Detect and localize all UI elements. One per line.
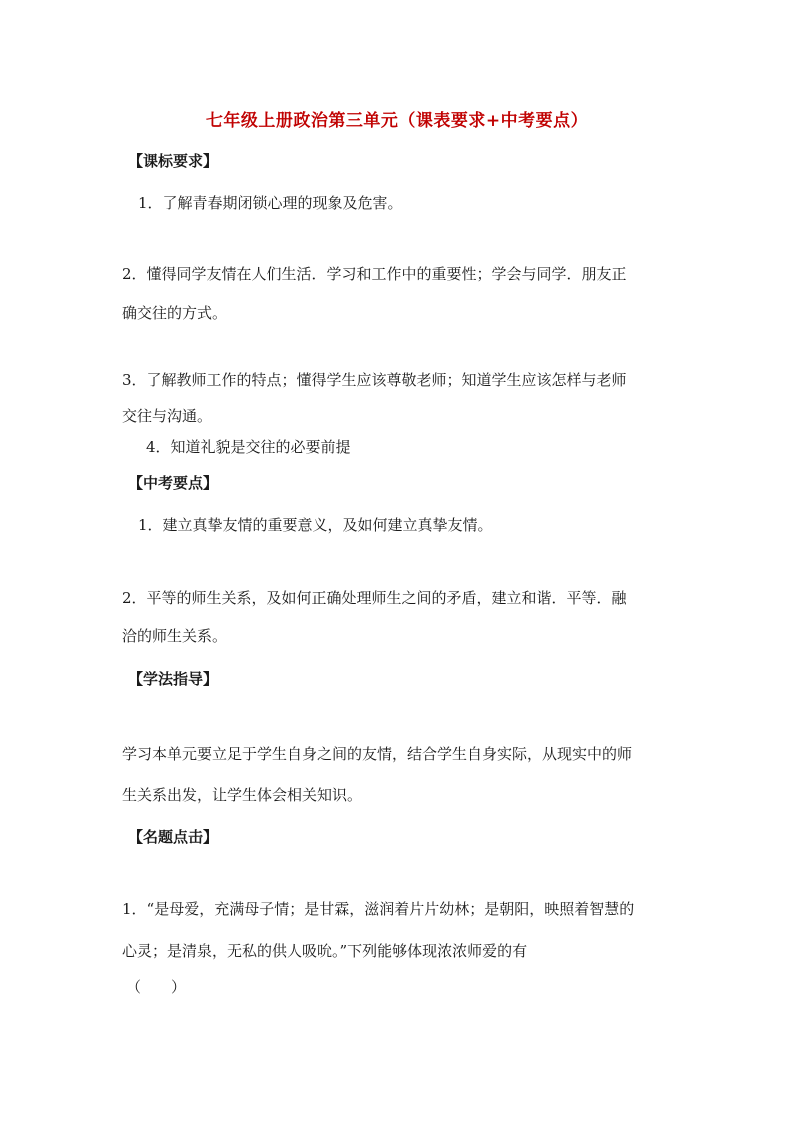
xuefa-line-2: 生关系出发，让学生体会相关知识。 (122, 786, 363, 804)
section-heading-xuefa: 【学法指导】 (128, 670, 219, 688)
section-heading-mingti: 【名题点击】 (128, 828, 219, 846)
answer-blank: （ ） (126, 978, 187, 996)
mingti-question-1-line-1: 1．“是母爱，充满母子情；是甘霖，滋润着片片幼林；是朝阳，映照着智慧的 (122, 900, 635, 918)
zhongkao-item-2-line-1: 2．平等的师生关系，及如何正确处理师生之间的矛盾，建立和谐．平等．融 (122, 589, 627, 607)
section-heading-zhongkao: 【中考要点】 (128, 474, 219, 492)
kebiao-item-2-line-2: 确交往的方式。 (122, 304, 228, 322)
section-heading-kebiao: 【课标要求】 (128, 152, 219, 170)
kebiao-item-1: 1．了解青春期闭锁心理的现象及危害。 (138, 194, 403, 212)
mingti-question-1-line-2: 心灵；是清泉，无私的供人吸吮。”下列能够体现浓浓师爱的有 (122, 942, 528, 960)
zhongkao-item-2-line-2: 洽的师生关系。 (122, 627, 228, 645)
xuefa-line-1: 学习本单元要立足于学生自身之间的友情，结合学生自身实际，从现实中的师 (122, 745, 633, 763)
kebiao-item-4: 4．知道礼貌是交往的必要前提 (146, 438, 351, 456)
kebiao-item-3-line-2: 交往与沟通。 (122, 407, 213, 425)
kebiao-item-2-line-1: 2．懂得同学友情在人们生活．学习和工作中的重要性；学会与同学．朋友正 (122, 265, 627, 283)
kebiao-item-3-line-1: 3．了解教师工作的特点；懂得学生应该尊敬老师；知道学生应该怎样与老师 (122, 371, 627, 389)
zhongkao-item-1: 1．建立真挚友情的重要意义，及如何建立真挚友情。 (138, 516, 493, 534)
page-title: 七年级上册政治第三单元（课表要求+中考要点） (205, 111, 589, 131)
